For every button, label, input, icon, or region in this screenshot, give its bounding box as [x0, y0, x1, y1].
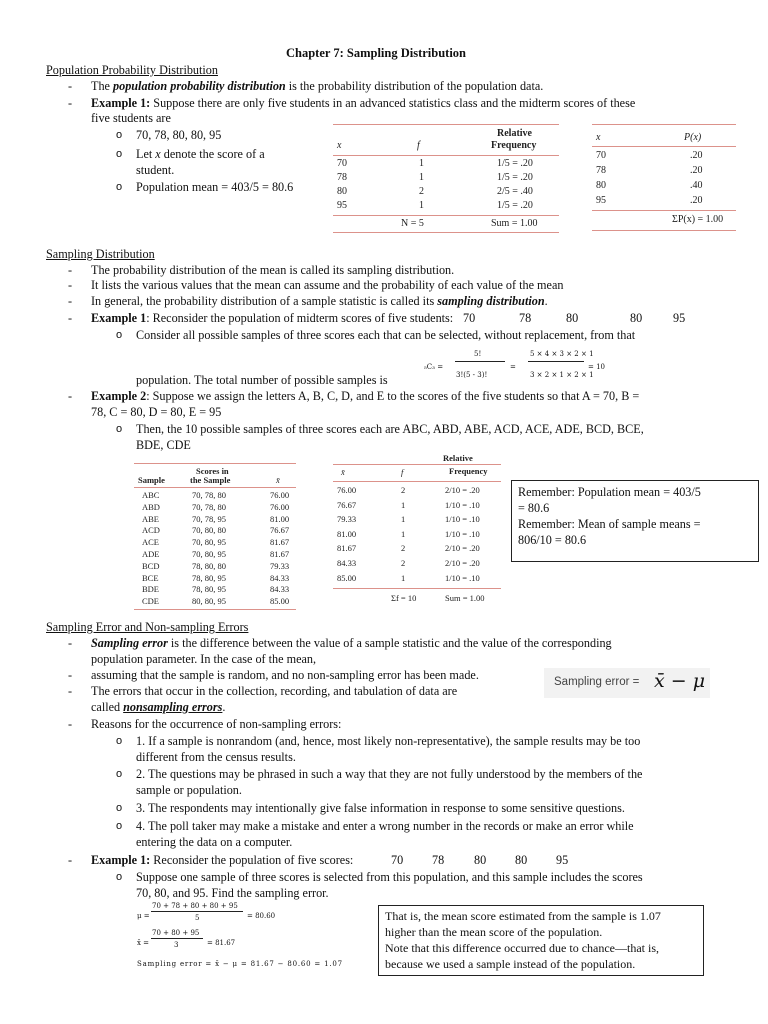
example2-text: Example 2: Suppose we assign the letters A, B, C, D, and E to the scores of the five students so that A = 70, B = [91, 389, 640, 403]
table-cell-relative: 2/10 = .20 [445, 485, 480, 495]
table-cell-xbar: 84.33 [270, 584, 290, 595]
table-cell-xbar: 76.67 [337, 499, 357, 510]
xbar-lhs: x̄ = [137, 939, 150, 947]
circle-bullet: o [116, 802, 123, 814]
bullet-dash: - [68, 263, 73, 277]
total-n: N = 5 [401, 218, 424, 229]
table-cell-xbar: 84.33 [337, 558, 357, 568]
table-cell-f: 2 [419, 186, 424, 197]
header-f: f [401, 467, 404, 477]
sampling-error-formula [544, 668, 710, 698]
note-line-1: That is, the mean score estimated from the sample is 1.07 [385, 909, 661, 923]
samples-table [134, 463, 296, 611]
example1-error: Example 1: Reconsider the population of five scores: [91, 853, 354, 867]
note-line-4: because we used a sample instead of the population. [385, 957, 636, 971]
reason-2: 2. The questions may be phrased in such a way that they are not fully understood by the members of the [136, 767, 643, 781]
section-heading-population: Population Probability Distribution [46, 63, 218, 77]
combination-result: = 10 [588, 363, 605, 371]
circle-bullet: o [116, 148, 123, 160]
table-cell-xbar: 85.00 [270, 596, 290, 607]
combination-f1-num: 5! [474, 350, 482, 358]
table-cell-f: 2 [401, 558, 406, 568]
bullet-dash: - [68, 636, 73, 650]
mu-numerator: 70 + 78 + 80 + 80 + 95 [152, 902, 238, 910]
header-frequency: Frequency [449, 466, 488, 476]
bullet-dash: - [68, 79, 73, 93]
header-relative: Relative [497, 128, 532, 139]
score-78: 78 [432, 853, 445, 867]
table-cell-f: 2 [401, 485, 406, 495]
header-x: x [337, 140, 342, 151]
equals: = [510, 363, 516, 371]
score-70: 70 [463, 311, 476, 325]
header-sample: Sample [138, 475, 165, 485]
xbar-denominator: 3 [174, 941, 179, 949]
xbar-numerator: 70 + 80 + 95 [152, 929, 200, 937]
circle-bullet: o [116, 423, 123, 435]
remember-box [511, 480, 759, 562]
header-xbar: x̄ [276, 475, 280, 485]
sample-selected-text: Suppose one sample of three scores is selected from this population, and this sample includes the scores [136, 870, 643, 884]
table-cell-sample: BCD [142, 560, 160, 571]
table-cell-f: 1 [401, 528, 406, 539]
combination-f1-den: 3!(5 - 3)! [456, 371, 488, 379]
table-cell-relative: 1/5 = .20 [497, 158, 533, 169]
table-cell-xbar: 76.00 [337, 485, 357, 495]
table-cell-x: 95 [337, 200, 347, 211]
sampling-error-def-cont: population parameter. In the case of the mean, [91, 652, 317, 666]
score-80: 80 [474, 853, 487, 867]
let-x-text-cont: student. [136, 163, 175, 177]
header-scores-in: Scores in [196, 466, 229, 476]
bullet-dash: - [68, 389, 73, 403]
assumption-text: assuming that the sample is random, and no non-sampling error has been made. [91, 668, 479, 682]
reason-4-cont: entering the data on a computer. [136, 835, 293, 849]
table-cell-sample: ABD [142, 501, 160, 512]
population-distribution-definition: The population probability distribution is the probability distribution of the population data. [91, 79, 544, 93]
formula-label: Sampling error = [554, 676, 640, 688]
mu-denominator: 5 [195, 914, 200, 922]
reason-1: 1. If a sample is nonrandom (and, hence, most likely non-representative), the sample results may be too [136, 734, 641, 748]
circle-bullet: o [116, 735, 123, 747]
table-cell-scores: 70, 78, 95 [192, 513, 226, 524]
mu-lhs: μ = [137, 912, 150, 920]
table-cell-px: .20 [690, 150, 703, 161]
circle-bullet: o [116, 329, 123, 341]
note-line-2: higher than the mean score of the population. [385, 925, 603, 939]
table-cell-sample: ACD [142, 525, 160, 536]
note-line-3: Note that this difference occurred due to chance—that is, [385, 941, 660, 955]
table-cell-x: 80 [337, 186, 347, 197]
circle-bullet: o [116, 181, 123, 193]
table-cell-px: .20 [690, 195, 703, 206]
table-cell-sample: ABE [142, 513, 159, 524]
header-x: x [596, 132, 601, 143]
table-cell-xbar: 79.33 [270, 560, 290, 571]
remember-line-2: = 80.6 [518, 501, 550, 515]
table-cell-f: 1 [419, 158, 424, 169]
table-cell-px: .20 [690, 165, 703, 176]
bullet-dash: - [68, 684, 73, 698]
header-relative: Relative [443, 453, 473, 463]
table-cell-scores: 78, 80, 80 [192, 560, 226, 571]
remember-line-3: Remember: Mean of sample means = [518, 517, 701, 531]
fraction-line [528, 361, 584, 362]
reason-3: 3. The respondents may intentionally give false information in response to some sensitive questions. [136, 801, 625, 815]
table-cell-f: 1 [401, 499, 406, 510]
example2-text-cont: 78, C = 80, D = 80, E = 95 [91, 405, 222, 419]
mu-result: = 80.60 [247, 912, 276, 920]
table-cell-xbar: 81.67 [270, 549, 290, 559]
score-95: 95 [556, 853, 569, 867]
score-80: 80 [566, 311, 579, 325]
fraction-line [151, 911, 243, 912]
reason-4: 4. The poll taker may make a mistake and enter a wrong number in the records or make an error while [136, 819, 634, 833]
sampling-def-1: The probability distribution of the mean is called its sampling distribution. [91, 263, 455, 277]
combination-f2-den: 3 × 2 × 1 × 2 × 1 [530, 371, 594, 379]
table-cell-xbar: 76.67 [270, 525, 290, 536]
table-cell-scores: 70, 78, 80 [192, 501, 226, 512]
table-cell-f: 1 [401, 572, 406, 583]
nonsampling-def: The errors that occur in the collection, recording, and tabulation of data are [91, 684, 458, 698]
score-80b: 80 [630, 311, 643, 325]
sampling-error-def: Sampling error is the difference between the value of a sample statistic and the value of the corresponding [91, 636, 612, 650]
table-cell-xbar: 81.67 [337, 543, 357, 554]
table-cell-scores: 80, 80, 95 [192, 596, 226, 607]
total-sum: Sum = 1.00 [491, 218, 538, 229]
table-cell-xbar: 76.00 [270, 501, 290, 512]
table-cell-scores: 78, 80, 95 [192, 572, 226, 583]
bullet-dash: - [68, 853, 73, 867]
table-cell-relative: 1/10 = .10 [445, 514, 480, 525]
header-xbar: x̄ [341, 467, 345, 477]
formula-expression: x̄ − μ [654, 670, 706, 692]
header-frequency: Frequency [491, 140, 537, 151]
table-cell-scores: 70, 80, 80 [192, 525, 226, 536]
table-cell-xbar: 79.33 [337, 514, 357, 525]
let-x-text: Let x denote the score of a [136, 147, 265, 161]
table-cell-xbar: 81.67 [270, 537, 290, 548]
example1-intro: Example 1: Suppose there are only five students in an advanced statistics class and the midterm scores of these [91, 96, 636, 110]
table-cell-x: 78 [337, 172, 347, 183]
circle-bullet: o [116, 768, 123, 780]
example1-sampling: Example 1: Reconsider the population of midterm scores of five students: [91, 311, 454, 325]
section-heading-errors: Sampling Error and Non-sampling Errors [46, 620, 249, 634]
total-f: Σf = 10 [391, 593, 417, 603]
ten-samples-text: Then, the 10 possible samples of three scores each are ABC, ABD, ABE, ACD, ACE, ADE, BCD, BCE, [136, 422, 644, 436]
sampling-error-calc: Sampling error = x̄ − μ = 81.67 − 80.60 = 1.07 [137, 960, 343, 968]
remember-line-1: Remember: Population mean = 403/5 [518, 485, 701, 499]
table-cell-xbar: 81.00 [337, 528, 357, 539]
table-cell-scores: 70, 78, 80 [192, 490, 226, 500]
table-cell-f: 1 [419, 172, 424, 183]
table-cell-f: 1 [419, 200, 424, 211]
nonsampling-def-cont: called nonsampling errors. [91, 700, 226, 714]
scores-list: 70, 78, 80, 80, 95 [136, 128, 222, 142]
table-cell-relative: 1/10 = .10 [445, 528, 480, 539]
circle-bullet: o [116, 871, 123, 883]
table-cell-px: .40 [690, 180, 703, 191]
bullet-dash: - [68, 717, 73, 731]
reasons-heading: Reasons for the occurrence of non-sampling errors: [91, 717, 342, 731]
table-cell-sample: ABC [142, 490, 160, 500]
frequency-table [333, 124, 559, 234]
table-cell-sample: ADE [142, 549, 160, 559]
table-cell-sample: ACE [142, 537, 159, 548]
consider-samples-text: Consider all possible samples of three scores each that can be selected, without replacement, from that [136, 328, 636, 342]
table-cell-scores: 78, 80, 95 [192, 584, 226, 595]
population-mean-text: Population mean = 403/5 = 80.6 [136, 180, 294, 194]
sampling-def-3: In general, the probability distribution of a sample statistic is called its sampling distribution. [91, 294, 548, 308]
total-samples-text: population. The total number of possible samples is [136, 373, 388, 387]
table-cell-relative: 1/5 = .20 [497, 200, 533, 211]
table-cell-relative: 1/10 = .10 [445, 499, 480, 510]
bullet-dash: - [68, 96, 73, 110]
combination-lhs: ₅C₃ = [424, 363, 444, 371]
score-95: 95 [673, 311, 686, 325]
table-cell-f: 2 [401, 543, 406, 554]
table-cell-x: 95 [596, 195, 606, 206]
total-px: ΣP(x) = 1.00 [672, 214, 724, 225]
bullet-dash: - [68, 278, 73, 292]
fraction-line [455, 361, 505, 362]
header-px: P(x) [684, 132, 702, 143]
table-cell-xbar: 84.33 [270, 572, 290, 583]
table-cell-sample: BDE [142, 584, 159, 595]
find-error-text: 70, 80, and 95. Find the sampling error. [136, 886, 329, 900]
xbar-result: = 81.67 [207, 939, 236, 947]
reason-1-cont: different from the census results. [136, 750, 296, 764]
example1-intro-cont: five students are [91, 111, 171, 125]
total-sum: Sum = 1.00 [445, 593, 485, 603]
page-title: Chapter 7: Sampling Distribution [286, 46, 467, 60]
score-80b: 80 [515, 853, 528, 867]
ten-samples-text-cont: BDE, CDE [136, 438, 191, 452]
header-f: f [417, 140, 420, 151]
sampling-def-2: It lists the various values that the mean can assume and the probability of each value of the mean [91, 278, 564, 292]
table-cell-x: 80 [596, 180, 606, 191]
reason-2-cont: sample or population. [136, 783, 242, 797]
circle-bullet: o [116, 820, 123, 832]
table-cell-sample: BCE [142, 572, 159, 583]
table-cell-x: 70 [596, 150, 606, 161]
table-cell-relative: 2/5 = .40 [497, 186, 533, 197]
table-cell-scores: 70, 80, 95 [192, 549, 226, 559]
table-cell-f: 1 [401, 514, 406, 525]
probability-table [592, 124, 736, 234]
sample-means-table [333, 451, 501, 609]
fraction-line [151, 938, 203, 939]
table-cell-relative: 1/10 = .10 [445, 572, 480, 583]
table-cell-relative: 2/10 = .20 [445, 543, 480, 554]
section-heading-sampling: Sampling Distribution [46, 247, 155, 261]
table-cell-xbar: 76.00 [270, 490, 290, 500]
bullet-dash: - [68, 294, 73, 308]
circle-bullet: o [116, 129, 123, 141]
table-cell-scores: 70, 80, 95 [192, 537, 226, 548]
table-cell-xbar: 85.00 [337, 572, 357, 583]
remember-line-4: 806/10 = 80.6 [518, 533, 587, 547]
bullet-dash: - [68, 668, 73, 682]
table-cell-x: 78 [596, 165, 606, 176]
score-78: 78 [519, 311, 532, 325]
header-the-sample: the Sample [190, 475, 231, 485]
bullet-dash: - [68, 311, 73, 325]
table-cell-relative: 1/5 = .20 [497, 172, 533, 183]
table-cell-sample: CDE [142, 596, 159, 607]
table-cell-relative: 2/10 = .20 [445, 558, 480, 568]
table-cell-x: 70 [337, 158, 347, 169]
score-70: 70 [391, 853, 404, 867]
table-cell-xbar: 81.00 [270, 513, 290, 524]
combination-f2-num: 5 × 4 × 3 × 2 × 1 [530, 350, 594, 358]
note-box [378, 905, 704, 976]
